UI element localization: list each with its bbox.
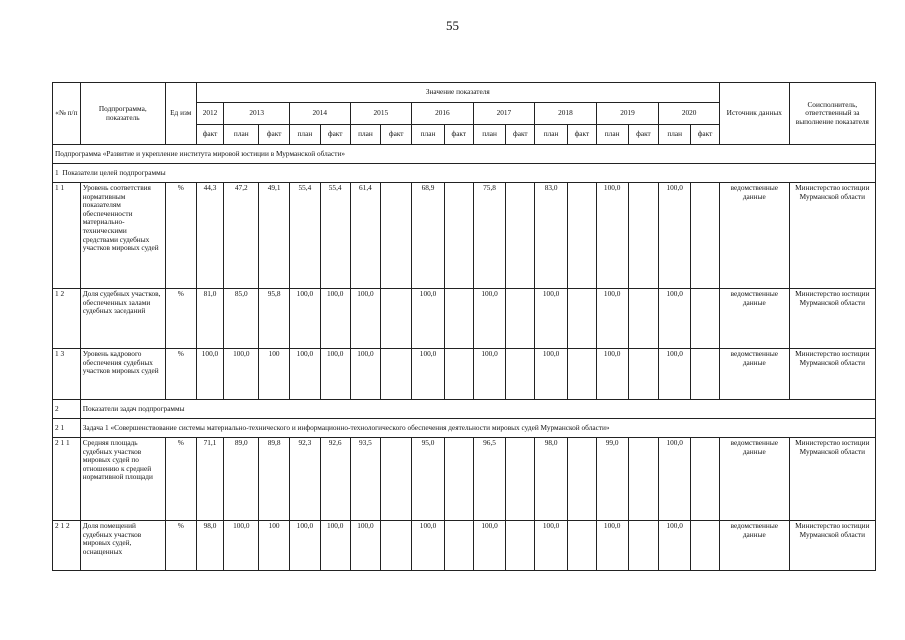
value-cell xyxy=(381,183,412,289)
fact-header: факт xyxy=(444,125,473,145)
fact-header: факт xyxy=(196,125,224,145)
row-executor: Министерство юстиции Мурманской области xyxy=(789,183,875,289)
year-header: 2019 xyxy=(596,103,659,125)
value-cell: 61,4 xyxy=(350,183,381,289)
value-cell xyxy=(628,349,659,400)
year-header: 2016 xyxy=(412,103,474,125)
value-cell: 95,0 xyxy=(412,438,445,521)
value-cell: 98,0 xyxy=(196,521,224,571)
value-cell xyxy=(691,349,720,400)
value-cell xyxy=(691,521,720,571)
value-cell: 100,0 xyxy=(535,349,568,400)
value-cell xyxy=(381,349,412,400)
row-number: 2 1 2 xyxy=(53,521,81,571)
value-cell: 44,3 xyxy=(196,183,224,289)
value-cell: 100,0 xyxy=(659,438,691,521)
year-header: 2015 xyxy=(350,103,412,125)
plan-header: план xyxy=(412,125,445,145)
value-cell xyxy=(506,438,535,521)
value-cell: 100,0 xyxy=(412,289,445,349)
value-cell: 100,0 xyxy=(412,349,445,400)
value-cell: 100 xyxy=(259,521,290,571)
value-cell: 55,4 xyxy=(290,183,321,289)
value-cell xyxy=(691,438,720,521)
table-row xyxy=(53,289,876,349)
value-cell: 89,0 xyxy=(224,438,259,521)
value-cell xyxy=(568,349,597,400)
row-number: 2 1 1 xyxy=(53,438,81,521)
year-header: 2020 xyxy=(659,103,720,125)
value-cell: 100,0 xyxy=(473,289,506,349)
table-row xyxy=(53,521,876,571)
value-cell xyxy=(444,183,473,289)
value-cell: 100,0 xyxy=(535,289,568,349)
plan-header: план xyxy=(596,125,628,145)
row-executor: Министерство юстиции Мурманской области xyxy=(789,289,875,349)
year-header: 2017 xyxy=(473,103,535,125)
value-cell xyxy=(506,349,535,400)
fact-header: факт xyxy=(381,125,412,145)
value-cell: 92,6 xyxy=(320,438,350,521)
value-cell: 100,0 xyxy=(473,349,506,400)
table-row xyxy=(53,349,876,400)
value-cell xyxy=(691,183,720,289)
row-name: Доля судебных участков, обеспеченных залами судебных заседаний xyxy=(80,289,165,349)
value-cell: 96,5 xyxy=(473,438,506,521)
plan-header: план xyxy=(290,125,321,145)
plan-header: план xyxy=(659,125,691,145)
value-cell xyxy=(568,521,597,571)
year-header: 2018 xyxy=(535,103,597,125)
table-row xyxy=(53,438,876,521)
fact-header: факт xyxy=(259,125,290,145)
section-number: 1 xyxy=(55,167,59,177)
task-1-title: Задача 1 «Совершенствование системы материально-технического и информационно-технологического обеспечения деятельности мировых судей Мурманской области» xyxy=(80,419,875,438)
value-cell: 100,0 xyxy=(596,521,628,571)
value-cell: 100,0 xyxy=(659,521,691,571)
value-cell: 100,0 xyxy=(473,521,506,571)
value-cell: 100 xyxy=(259,349,290,400)
section-number: 2 xyxy=(53,400,81,419)
col-unit-header: Ед изм xyxy=(165,83,196,145)
value-cell: 100,0 xyxy=(659,349,691,400)
value-cell: 100,0 xyxy=(596,289,628,349)
value-cell xyxy=(381,521,412,571)
value-cell: 100,0 xyxy=(224,521,259,571)
value-cell xyxy=(444,349,473,400)
value-cell xyxy=(444,521,473,571)
value-cell: 100,0 xyxy=(290,349,321,400)
value-cell xyxy=(628,289,659,349)
value-cell: 100,0 xyxy=(196,349,224,400)
value-cell xyxy=(444,289,473,349)
value-cell: 100,0 xyxy=(412,521,445,571)
row-source: ведомственные данные xyxy=(719,289,789,349)
value-cell: 100,0 xyxy=(350,521,381,571)
value-cell: 100,0 xyxy=(320,349,350,400)
col-values-header: Значение показателя xyxy=(196,83,719,103)
row-unit: % xyxy=(165,438,196,521)
plan-header: план xyxy=(535,125,568,145)
row-name: Уровень кадрового обеспечения судебных участков мировых судей xyxy=(80,349,165,400)
value-cell: 71,1 xyxy=(196,438,224,521)
row-source: ведомственные данные xyxy=(719,349,789,400)
fact-header: факт xyxy=(628,125,659,145)
value-cell: 100,0 xyxy=(320,289,350,349)
value-cell: 83,0 xyxy=(535,183,568,289)
fact-header: факт xyxy=(320,125,350,145)
col-exec-header: Соисполнитель, ответственный за выполнение показателя xyxy=(789,83,875,145)
year-header: 2012 xyxy=(196,103,224,125)
value-cell xyxy=(506,183,535,289)
value-cell xyxy=(506,521,535,571)
row-name: Средняя площадь судебных участков мировых судей по отношению к средней нормативной площади xyxy=(80,438,165,521)
value-cell: 47,2 xyxy=(224,183,259,289)
value-cell: 100,0 xyxy=(659,183,691,289)
value-cell: 98,0 xyxy=(535,438,568,521)
value-cell xyxy=(628,438,659,521)
row-executor: Министерство юстиции Мурманской области xyxy=(789,438,875,521)
page-number: 55 xyxy=(446,18,459,33)
col-name-header: Подпрограмма, показатель xyxy=(80,83,165,145)
section-2-title: Показатели задач подпрограммы xyxy=(80,400,875,419)
plan-header: план xyxy=(224,125,259,145)
value-cell: 100,0 xyxy=(290,289,321,349)
section-1-title xyxy=(53,164,876,183)
fact-header: факт xyxy=(506,125,535,145)
row-source: ведомственные данные xyxy=(719,183,789,289)
col-no-header: «№ п/п xyxy=(53,83,81,145)
row-name: Доля помещений судебных участков мировых судей, оснащенных xyxy=(80,521,165,571)
value-cell: 100,0 xyxy=(350,349,381,400)
value-cell: 100,0 xyxy=(535,521,568,571)
value-cell xyxy=(568,183,597,289)
value-cell xyxy=(506,289,535,349)
indicators-table xyxy=(52,82,876,571)
value-cell xyxy=(568,438,597,521)
value-cell: 89,8 xyxy=(259,438,290,521)
value-cell xyxy=(568,289,597,349)
row-executor: Министерство юстиции Мурманской области xyxy=(789,349,875,400)
value-cell xyxy=(381,289,412,349)
value-cell: 100,0 xyxy=(290,521,321,571)
row-unit: % xyxy=(165,349,196,400)
fact-header: факт xyxy=(568,125,597,145)
row-number: 1 2 xyxy=(53,289,81,349)
row-executor: Министерство юстиции Мурманской области xyxy=(789,521,875,571)
value-cell: 55,4 xyxy=(320,183,350,289)
value-cell: 95,8 xyxy=(259,289,290,349)
section-text: Показатели целей подпрограммы xyxy=(62,167,166,177)
plan-header: план xyxy=(473,125,506,145)
value-cell xyxy=(691,289,720,349)
value-cell: 75,8 xyxy=(473,183,506,289)
row-unit: % xyxy=(165,289,196,349)
value-cell xyxy=(628,521,659,571)
year-header: 2013 xyxy=(224,103,290,125)
value-cell: 85,0 xyxy=(224,289,259,349)
value-cell: 100,0 xyxy=(350,289,381,349)
value-cell: 99,0 xyxy=(596,438,628,521)
value-cell: 92,3 xyxy=(290,438,321,521)
row-source: ведомственные данные xyxy=(719,438,789,521)
value-cell xyxy=(628,183,659,289)
subprogram-title: Подпрограмма «Развитие и укрепление института мировой юстиции в Мурманской области» xyxy=(53,145,876,164)
row-name: Уровень соответствия нормативным показателям обеспеченности материально-техническими средствами судебных участков мировых судей xyxy=(80,183,165,289)
col-source-header: Источник данных xyxy=(719,83,789,145)
value-cell: 68,9 xyxy=(412,183,445,289)
value-cell: 100,0 xyxy=(659,289,691,349)
row-unit: % xyxy=(165,183,196,289)
value-cell: 100,0 xyxy=(224,349,259,400)
value-cell xyxy=(444,438,473,521)
plan-header: план xyxy=(350,125,381,145)
value-cell: 49,1 xyxy=(259,183,290,289)
value-cell xyxy=(381,438,412,521)
value-cell: 81,0 xyxy=(196,289,224,349)
row-source: ведомственные данные xyxy=(719,521,789,571)
value-cell: 93,5 xyxy=(350,438,381,521)
year-header: 2014 xyxy=(290,103,351,125)
row-unit: % xyxy=(165,521,196,571)
value-cell: 100,0 xyxy=(596,349,628,400)
value-cell: 100,0 xyxy=(320,521,350,571)
value-cell: 100,0 xyxy=(596,183,628,289)
fact-header: факт xyxy=(691,125,720,145)
row-number: 1 1 xyxy=(53,183,81,289)
task-number: 2 1 xyxy=(53,419,81,438)
table-row xyxy=(53,183,876,289)
row-number: 1 3 xyxy=(53,349,81,400)
